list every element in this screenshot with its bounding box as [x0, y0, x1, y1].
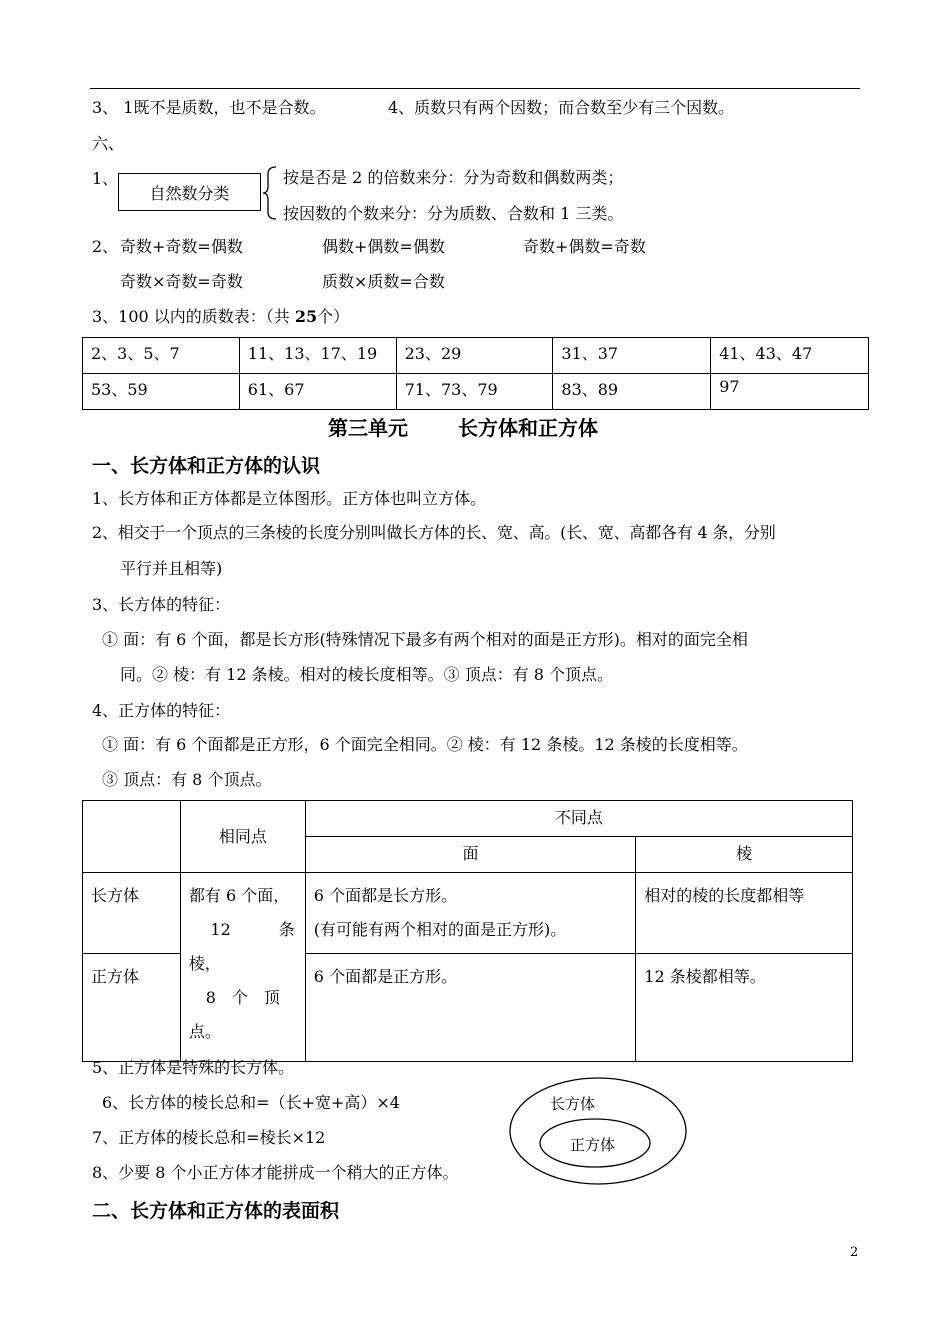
prime-count: 25 [294, 307, 318, 326]
same-line-1: 都有 6 个面， [188, 886, 290, 905]
classification-box [118, 173, 261, 211]
table-row [83, 873, 853, 954]
item-2-number: 2、 [92, 237, 119, 256]
point-4-line-1: ① 面：有 6 个面都是正方形，6 个面完全相同。② 棱：有 12 条棱。12 条棱的长度相等。 [102, 735, 748, 754]
comparison-table [82, 800, 853, 1062]
venn-diagram [508, 1076, 688, 1186]
row-cuboid-edge: 相对的棱的长度都相等 [636, 873, 853, 954]
edge-header: 棱 [636, 837, 853, 873]
rule-prime-times-prime: 质数×质数=合数 [322, 272, 445, 291]
rule-odd-times-odd: 奇数×奇数=奇数 [120, 272, 243, 291]
point-5: 5、正方体是特殊的长方体。 [92, 1058, 295, 1077]
same-line-3: 棱， [188, 954, 221, 973]
header-rule [90, 88, 860, 89]
point-3-title: 3、长方体的特征： [92, 595, 231, 614]
section-six-label: 六、 [92, 134, 125, 153]
point-4-line-2: ③ 顶点：有 8 个顶点。 [102, 770, 272, 789]
rule-even-plus-even: 偶数+偶数=偶数 [322, 237, 445, 256]
prime-table [82, 337, 869, 410]
item-3-text: 3、 1既不是质数，也不是合数。 [92, 98, 326, 117]
prime-row [83, 374, 869, 410]
unit-title-name: 长方体和正方体 [458, 416, 598, 440]
brace-icon [262, 166, 278, 220]
same-line-2: 12 条 [210, 920, 295, 939]
table-row [83, 801, 853, 837]
prime-caption-suffix: 个） [317, 307, 350, 326]
cuboid-face-line-1: 6 个面都是长方形。 [313, 886, 458, 905]
venn-outer-label: 长方体 [550, 1095, 596, 1113]
row-cuboid-name: 长方体 [83, 873, 181, 954]
corner-cell [83, 801, 181, 873]
rule-odd-plus-odd: 奇数+奇数=偶数 [120, 237, 243, 256]
item-1-number: 1、 [92, 169, 119, 188]
venn-inner-label: 正方体 [570, 1136, 616, 1154]
point-6: 6、长方体的棱长总和=（长+宽+高）×4 [102, 1093, 400, 1112]
diff-header: 不同点 [305, 801, 852, 837]
prime-cell: 31、37 [553, 338, 711, 374]
prime-cell: 53、59 [83, 374, 240, 410]
prime-cell: 83、89 [553, 374, 711, 410]
cuboid-ellipse [510, 1078, 686, 1184]
prime-cell: 11、13、17、19 [239, 338, 396, 374]
row-cube-name: 正方体 [83, 954, 181, 1062]
prime-table-caption [92, 307, 349, 327]
point-1: 1、长方体和正方体都是立体图形。正方体也叫立方体。 [92, 489, 487, 508]
point-2-line-1: 2、相交于一个顶点的三条棱的长度分别叫做长方体的长、宽、高。(长、宽、高都各有 4 条，分别 [92, 523, 776, 542]
row-cube-face: 6 个面都是正方形。 [305, 954, 635, 1062]
unit-title-number: 第三单元 [328, 416, 408, 440]
row-cube-edge: 12 条棱都相等。 [636, 954, 853, 1062]
prime-row [83, 338, 869, 374]
rule-odd-plus-even: 奇数+偶数=奇数 [523, 237, 646, 256]
part-1-heading: 一、长方体和正方体的认识 [92, 455, 321, 477]
part-2-heading: 二、长方体和正方体的表面积 [92, 1200, 340, 1222]
point-7: 7、正方体的棱长总和=棱长×12 [92, 1128, 326, 1147]
point-8: 8、少要 8 个小正方体才能拼成一个稍大的正方体。 [92, 1163, 459, 1182]
prime-cell: 71、73、79 [396, 374, 553, 410]
cuboid-face-line-2: (有可能有两个相对的面是正方形)。 [313, 920, 567, 939]
branch-factors: 按因数的个数来分：分为质数、合数和 1 三类。 [283, 204, 624, 223]
classification-box-label: 自然数分类 [149, 183, 230, 203]
prime-cell: 23、29 [396, 338, 553, 374]
prime-cell: 2、3、5、7 [83, 338, 240, 374]
item-4-text: 4、质数只有两个因数；而合数至少有三个因数。 [388, 98, 735, 117]
point-2-line-2: 平行并且相等) [120, 559, 223, 578]
prime-cell: 41、43、47 [711, 338, 869, 374]
branch-parity: 按是否是 2 的倍数来分：分为奇数和偶数两类； [283, 168, 624, 187]
same-line-4: 8 个 顶 [205, 988, 280, 1007]
point-3-line-2: 同。② 棱：有 12 条棱。相对的棱长度相等。③ 顶点：有 8 个顶点。 [120, 665, 614, 684]
page-number: 2 [850, 1245, 859, 1260]
point-3-line-1: ① 面：有 6 个面，都是长方形(特殊情况下最多有两个相对的面是正方形)。相对的面完全相 [102, 630, 748, 649]
prime-caption-prefix: 3、100 以内的质数表：（共 [92, 307, 295, 326]
face-header: 面 [305, 837, 635, 873]
same-points-cell [180, 873, 305, 1062]
point-4-title: 4、正方体的特征： [92, 701, 231, 720]
same-line-5: 点。 [188, 1022, 221, 1041]
prime-cell: 97 [711, 374, 869, 410]
same-header: 相同点 [180, 801, 305, 873]
prime-cell: 61、67 [239, 374, 396, 410]
row-cuboid-face [305, 873, 635, 954]
